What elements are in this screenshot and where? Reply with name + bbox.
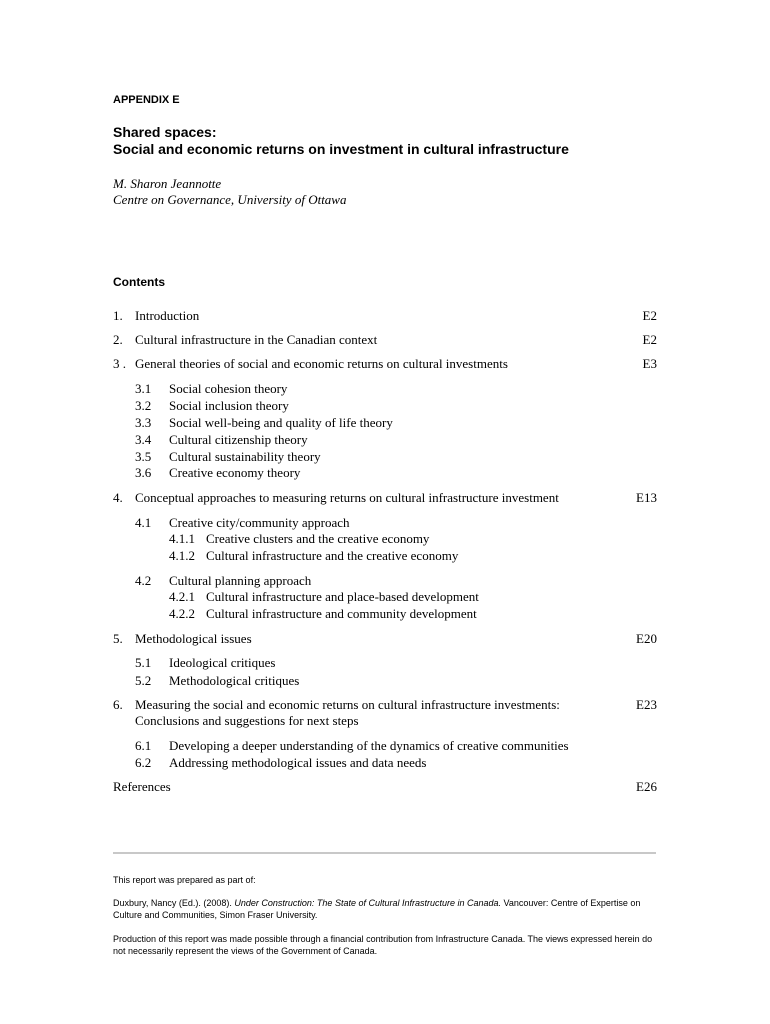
toc-sub-text: Social cohesion theory [169, 381, 288, 396]
toc-sub-number: 3.3 [135, 415, 152, 430]
appendix-label: APPENDIX E [113, 94, 180, 106]
toc-sub-text: Developing a deeper understanding of the dynamics of creative communities [169, 738, 569, 753]
toc-entry-2-page: E2 [642, 332, 657, 347]
toc-sub-text: Addressing methodological issues and data needs [169, 755, 427, 770]
toc-sub-number: 5.2 [135, 673, 152, 688]
toc-entry-5-page: E20 [636, 631, 657, 646]
toc-sub-number: 6.1 [135, 738, 152, 753]
citation-publisher: Vancouver: Centre of Expertise on Culture and Communities, Simon Fraser University. [113, 898, 641, 920]
toc-subsub-text: Creative clusters and the creative economy [206, 531, 430, 546]
citation-authors: Duxbury, Nancy (Ed.). (2008). [113, 898, 235, 908]
toc-entry-3-number: 3 . [113, 356, 126, 371]
toc-entry-4-page: E13 [636, 490, 657, 505]
toc-entry-6-text-line-2: Conclusions and suggestions for next steps [135, 713, 359, 728]
toc-entry-6-number: 6. [113, 697, 123, 712]
toc-sub-number: 3.1 [135, 381, 152, 396]
toc-entry-1-page: E2 [642, 308, 657, 323]
toc-sub-text: Methodological critiques [169, 673, 300, 688]
toc-entry-5-number: 5. [113, 631, 123, 646]
toc-sub-text: Social inclusion theory [169, 398, 289, 413]
toc-entry-2-text: Cultural infrastructure in the Canadian context [135, 332, 378, 347]
toc-references-text: References [113, 779, 171, 794]
toc-entry-6-page: E23 [636, 697, 657, 712]
footer-prepared: This report was prepared as part of: [113, 875, 256, 885]
toc-subsub-number: 4.2.1 [169, 589, 195, 604]
toc-sub-number: 3.6 [135, 465, 152, 480]
toc-subsub-text: Cultural infrastructure and the creative economy [206, 548, 459, 563]
toc-sub-number: 3.2 [135, 398, 152, 413]
toc-entry-2-number: 2. [113, 332, 123, 347]
author: M. Sharon Jeannotte [113, 176, 222, 191]
toc-entry-6-text: Measuring the social and economic returns on cultural infrastructure investments: [135, 697, 560, 712]
toc-sub-number: 4.1 [135, 515, 152, 530]
toc-references-page: E26 [636, 779, 657, 794]
toc-sub-number: 3.5 [135, 449, 152, 464]
toc-subsub-text: Cultural infrastructure and place-based development [206, 589, 479, 604]
title-line-2: Social and economic returns on investment in cultural infrastructure [113, 141, 569, 157]
toc-sub-number: 3.4 [135, 432, 152, 447]
footer-citation [113, 897, 658, 921]
toc-subsub-number: 4.1.2 [169, 548, 195, 563]
contents-heading: Contents [113, 275, 165, 289]
toc-entry-1-number: 1. [113, 308, 123, 323]
toc-subsub-number: 4.2.2 [169, 606, 195, 621]
toc-sub-number: 6.2 [135, 755, 152, 770]
toc-entry-5-text: Methodological issues [135, 631, 252, 646]
toc-entry-1-text: Introduction [135, 308, 200, 323]
toc-entry-3-page: E3 [642, 356, 657, 371]
toc-sub-text: Cultural citizenship theory [169, 432, 308, 447]
toc-sub-text: Creative city/community approach [169, 515, 350, 530]
affiliation: Centre on Governance, University of Ottawa [113, 192, 347, 207]
toc-sub-text: Cultural sustainability theory [169, 449, 321, 464]
toc-sub-number: 5.1 [135, 655, 152, 670]
toc-sub-number: 4.2 [135, 573, 152, 588]
toc-entry-3-text: General theories of social and economic returns on cultural investments [135, 356, 508, 371]
toc-subsub-text: Cultural infrastructure and community development [206, 606, 477, 621]
toc-sub-text: Social well-being and quality of life theory [169, 415, 393, 430]
footer-divider [113, 852, 656, 854]
toc-subsub-number: 4.1.1 [169, 531, 195, 546]
title-line-1: Shared spaces: [113, 124, 217, 140]
footer-funding: Production of this report was made possible through a financial contribution from Infrastructure Canada. The views expressed herein do not necessarily represent the views of the Government of Canada. [113, 934, 653, 956]
toc-sub-text: Creative economy theory [169, 465, 301, 480]
toc-sub-text: Cultural planning approach [169, 573, 312, 588]
citation-title: Under Construction: The State of Cultural Infrastructure in Canada. [234, 898, 502, 908]
toc-entry-4-text: Conceptual approaches to measuring returns on cultural infrastructure investment [135, 490, 559, 505]
toc-sub-text: Ideological critiques [169, 655, 276, 670]
toc-entry-4-number: 4. [113, 490, 123, 505]
